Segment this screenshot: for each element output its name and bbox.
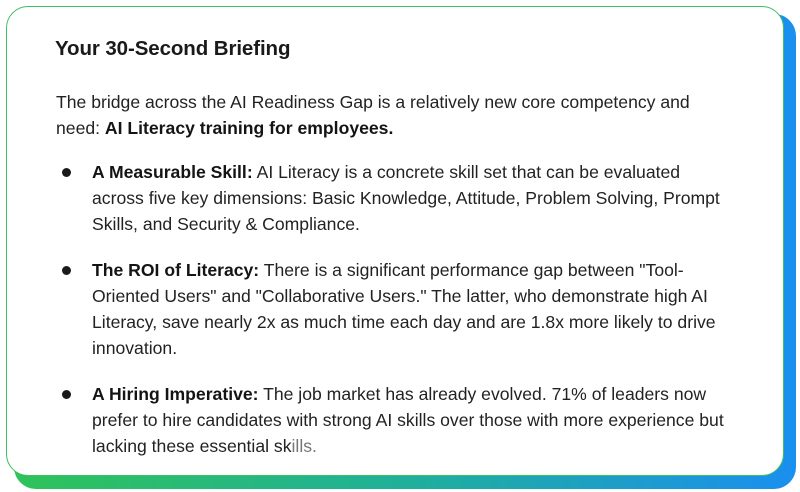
bullet-heading: The ROI of Literacy:: [92, 260, 260, 280]
bullet-heading: A Hiring Imperative:: [92, 384, 259, 404]
briefing-title: Your 30-Second Briefing: [55, 37, 291, 60]
bullet-body: The job market has already evolved. 71% of leaders now prefer to hire candidates with strong AI skills over those with more experience but lacking these essential sk: [92, 384, 724, 456]
bullet-text: [92, 159, 736, 237]
bullet-item-roi-of-literacy: [56, 257, 736, 361]
bullet-heading: A Measurable Skill:: [92, 162, 253, 182]
bullet-item-hiring-imperative: [56, 381, 736, 459]
bullet-text: [92, 381, 736, 459]
bullet-item-measurable-skill: [56, 159, 736, 237]
intro-text: The bridge across the AI Readiness Gap is a relatively new core competency and need:: [56, 92, 690, 138]
bullet-dot-icon: [62, 266, 71, 275]
bullet-body: There is a significant performance gap between "Tool-Oriented Users" and "Collaborative Users." The latter, who demonstrate high AI Literacy, save nearly 2x as much time each day and are 1.8x more likely to drive innovation.: [92, 260, 716, 358]
briefing-intro: [56, 89, 736, 141]
bullet-dot-icon: [62, 168, 71, 177]
bullet-body: AI Literacy is a concrete skill set that can be evaluated across five key dimensions: Basic Knowledge, Attitude, Problem Solving, Prompt Skills, and Security & Compliance.: [92, 162, 720, 234]
intro-bold-text: AI Literacy training for employees.: [104, 118, 394, 138]
bullet-text: [92, 257, 736, 361]
bullet-body-faded: ills.: [291, 436, 317, 456]
bullet-dot-icon: [62, 390, 71, 399]
